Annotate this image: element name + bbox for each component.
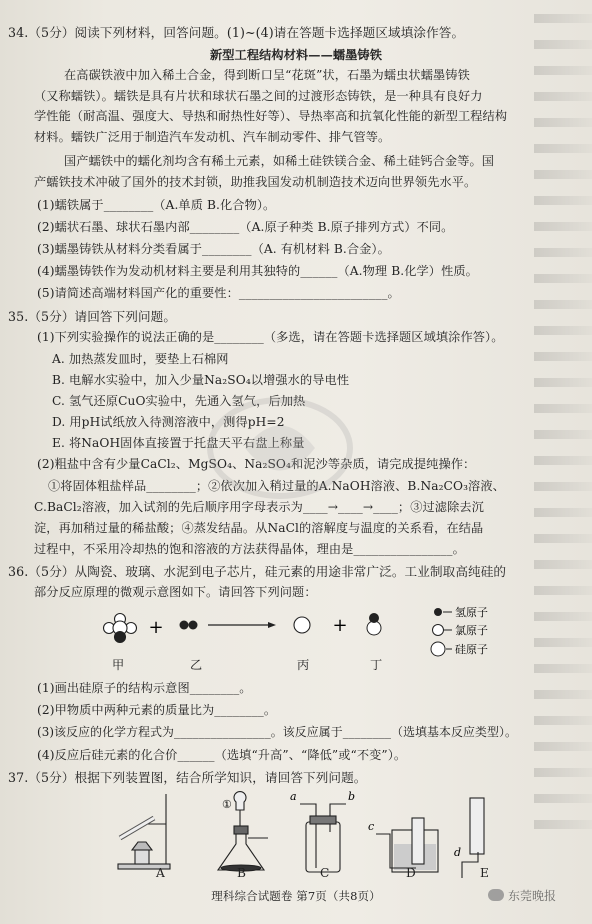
q36-intro: 部分反应原理的微观示意图如下。请回答下列问题： <box>34 585 317 599</box>
option-a: A. 加热蒸发皿时，要垫上石棉网 <box>52 352 229 366</box>
paragraph-line: 学性能（耐高温、强度大、导热和耐热性好等）、导热率高和抗氧化性能的新型工程结构 <box>34 109 508 123</box>
paragraph-line: 国产蠕铁中的蠕化剂均含有稀土元素，如稀土硅铁镁合金、稀土硅钙合金等。国 <box>64 154 495 168</box>
paragraph-line: 在高碳铁液中加入稀土合金，得到断口呈“花斑”状，石墨为蠕虫状蠕墨铸铁 <box>64 68 470 82</box>
plus-sign: + <box>148 617 164 638</box>
mark-d: d <box>454 846 462 859</box>
q34-item-1: (1)蠕铁属于________（A.单质 B.化合物）。 <box>37 198 276 212</box>
legend-chlorine: 氯原子 <box>455 624 488 637</box>
procedure-line: 过程中，不采用冷却热的饱和溶液的方法获得晶体，理由是________________。 <box>34 542 465 556</box>
q36-item-3: (3)该反应的化学方程式为________________。该反应属于________（选填基本反应类型）。 <box>37 725 518 739</box>
option-d: D. 用pH试纸放入待测溶液中，测得pH=2 <box>52 415 285 429</box>
q34-heading: 34.（5分）阅读下列材料，回答问题。(1)~(4)请在答题卡选择题区域填涂作答。 <box>8 25 465 40</box>
q35-part-2: (2)粗盐中含有少量CaCl₂、MgSO₄、Na₂SO₄和泥沙等杂质，请完成提纯操作： <box>37 457 476 471</box>
q36-item-4: (4)反应后硅元素的化合价______（选填“升高”、“降低”或“不变”）。 <box>37 748 407 762</box>
micro-reaction-diagram <box>90 603 530 659</box>
procedure-line: 淀，再加稍过量的稀盐酸；④蒸发结晶。从NaCl的溶解度与温度的关系看，在结晶 <box>34 521 484 535</box>
q36-item-2: (2)甲物质中两种元素的质量比为________。 <box>37 703 277 717</box>
option-e: E. 将NaOH固体直接置于托盘天平右盘上称量 <box>52 436 305 450</box>
paragraph-line: （又称蠕铁）。蠕铁是具有片状和球状石墨之间的过渡形态铸铁，是一种具有良好力 <box>34 89 483 103</box>
q36-heading: 36.（5分）从陶瓷、玻璃、水泥到电子芯片，硅元素的用途非常广泛。工业制取高纯硅的 <box>8 564 507 579</box>
label-ding: 丁 <box>370 658 383 672</box>
q37-heading: 37.（5分）根据下列装置图，结合所学知识，请回答下列问题。 <box>8 770 367 785</box>
label-a: A <box>156 866 165 880</box>
label-e: E <box>480 866 489 880</box>
option-c: C. 氢气还原CuO实验中，先通入氢气，后加热 <box>52 394 306 408</box>
legend-hydrogen: 氢原子 <box>455 606 488 619</box>
label-c: C <box>320 866 330 880</box>
page-footer: 理科综合试题卷 第7页（共8页） <box>211 889 381 903</box>
mark-c: c <box>368 820 375 833</box>
apparatus-c <box>300 804 346 872</box>
label-d: D <box>406 866 416 880</box>
paragraph-line: 产蠕铁技术冲破了国外的技术封锁，助推我国发动机制造技术迈向世界领先水平。 <box>34 175 477 189</box>
molecule-yi <box>180 621 198 630</box>
q34-item-5: (5)请简述高端材料国产化的重要性：________________________。 <box>37 286 400 300</box>
q35-heading: 35.（5分）请回答下列问题。 <box>8 309 177 324</box>
q34-item-4: (4)蠕墨铸铁作为发动机材料主要是利用其独特的______（A.物理 B.化学）性质。 <box>37 264 478 278</box>
mark-a: a <box>290 790 297 803</box>
molecule-jia <box>104 614 137 643</box>
label-yi: 乙 <box>190 658 203 672</box>
option-b: B. 电解水实验中，加入少量Na₂SO₄以增强水的导电性 <box>52 373 350 387</box>
legend-silicon: 硅原子 <box>455 643 488 656</box>
q34-item-3: (3)蠕墨铸铁从材料分类看属于________（A. 有机材料 B.合金）。 <box>37 242 390 256</box>
molecule-bing <box>294 617 310 633</box>
material-title: 新型工程结构材料——蠕墨铸铁 <box>209 48 383 62</box>
procedure-line: ①将固体粗盐样品________；②依次加入稍过量的A.NaOH溶液、B.Na₂CO₃溶液、 <box>48 479 505 493</box>
label-bing: 丙 <box>297 658 310 672</box>
q34-item-2: (2)蠕状石墨、球状石墨内部________（A.原子种类 B.原子排列方式）不同。 <box>37 220 454 234</box>
paragraph-line: 材料。蠕铁广泛用于制造汽车发动机、汽车制动零件、排气管等。 <box>34 130 391 144</box>
chat-icon <box>488 889 504 901</box>
label-jia: 甲 <box>112 658 125 672</box>
procedure-line: C.BaCl₂溶液，加入试剂的先后顺序用字母表示为____→____→____；③过滤除去沉 <box>34 500 484 514</box>
mark-b: b <box>348 790 356 803</box>
bleed-through-text <box>534 0 592 924</box>
watermark-text: 东莞晚报 <box>508 888 557 903</box>
q36-item-1: (1)画出硅原子的结构示意图________。 <box>37 681 252 695</box>
mark-1: ① <box>222 798 232 811</box>
apparatus-a <box>118 794 170 869</box>
watermark-logo <box>205 388 355 508</box>
q35-part-1: (1)下列实验操作的说法正确的是________（多选，请在答题卡选择题区域填涂作答）。 <box>37 330 504 344</box>
watermark-badge <box>488 884 556 906</box>
legend <box>431 605 488 656</box>
apparatus-d <box>376 818 438 872</box>
label-b: B <box>237 866 247 880</box>
molecule-ding <box>367 614 381 636</box>
plus-sign: + <box>332 615 348 636</box>
